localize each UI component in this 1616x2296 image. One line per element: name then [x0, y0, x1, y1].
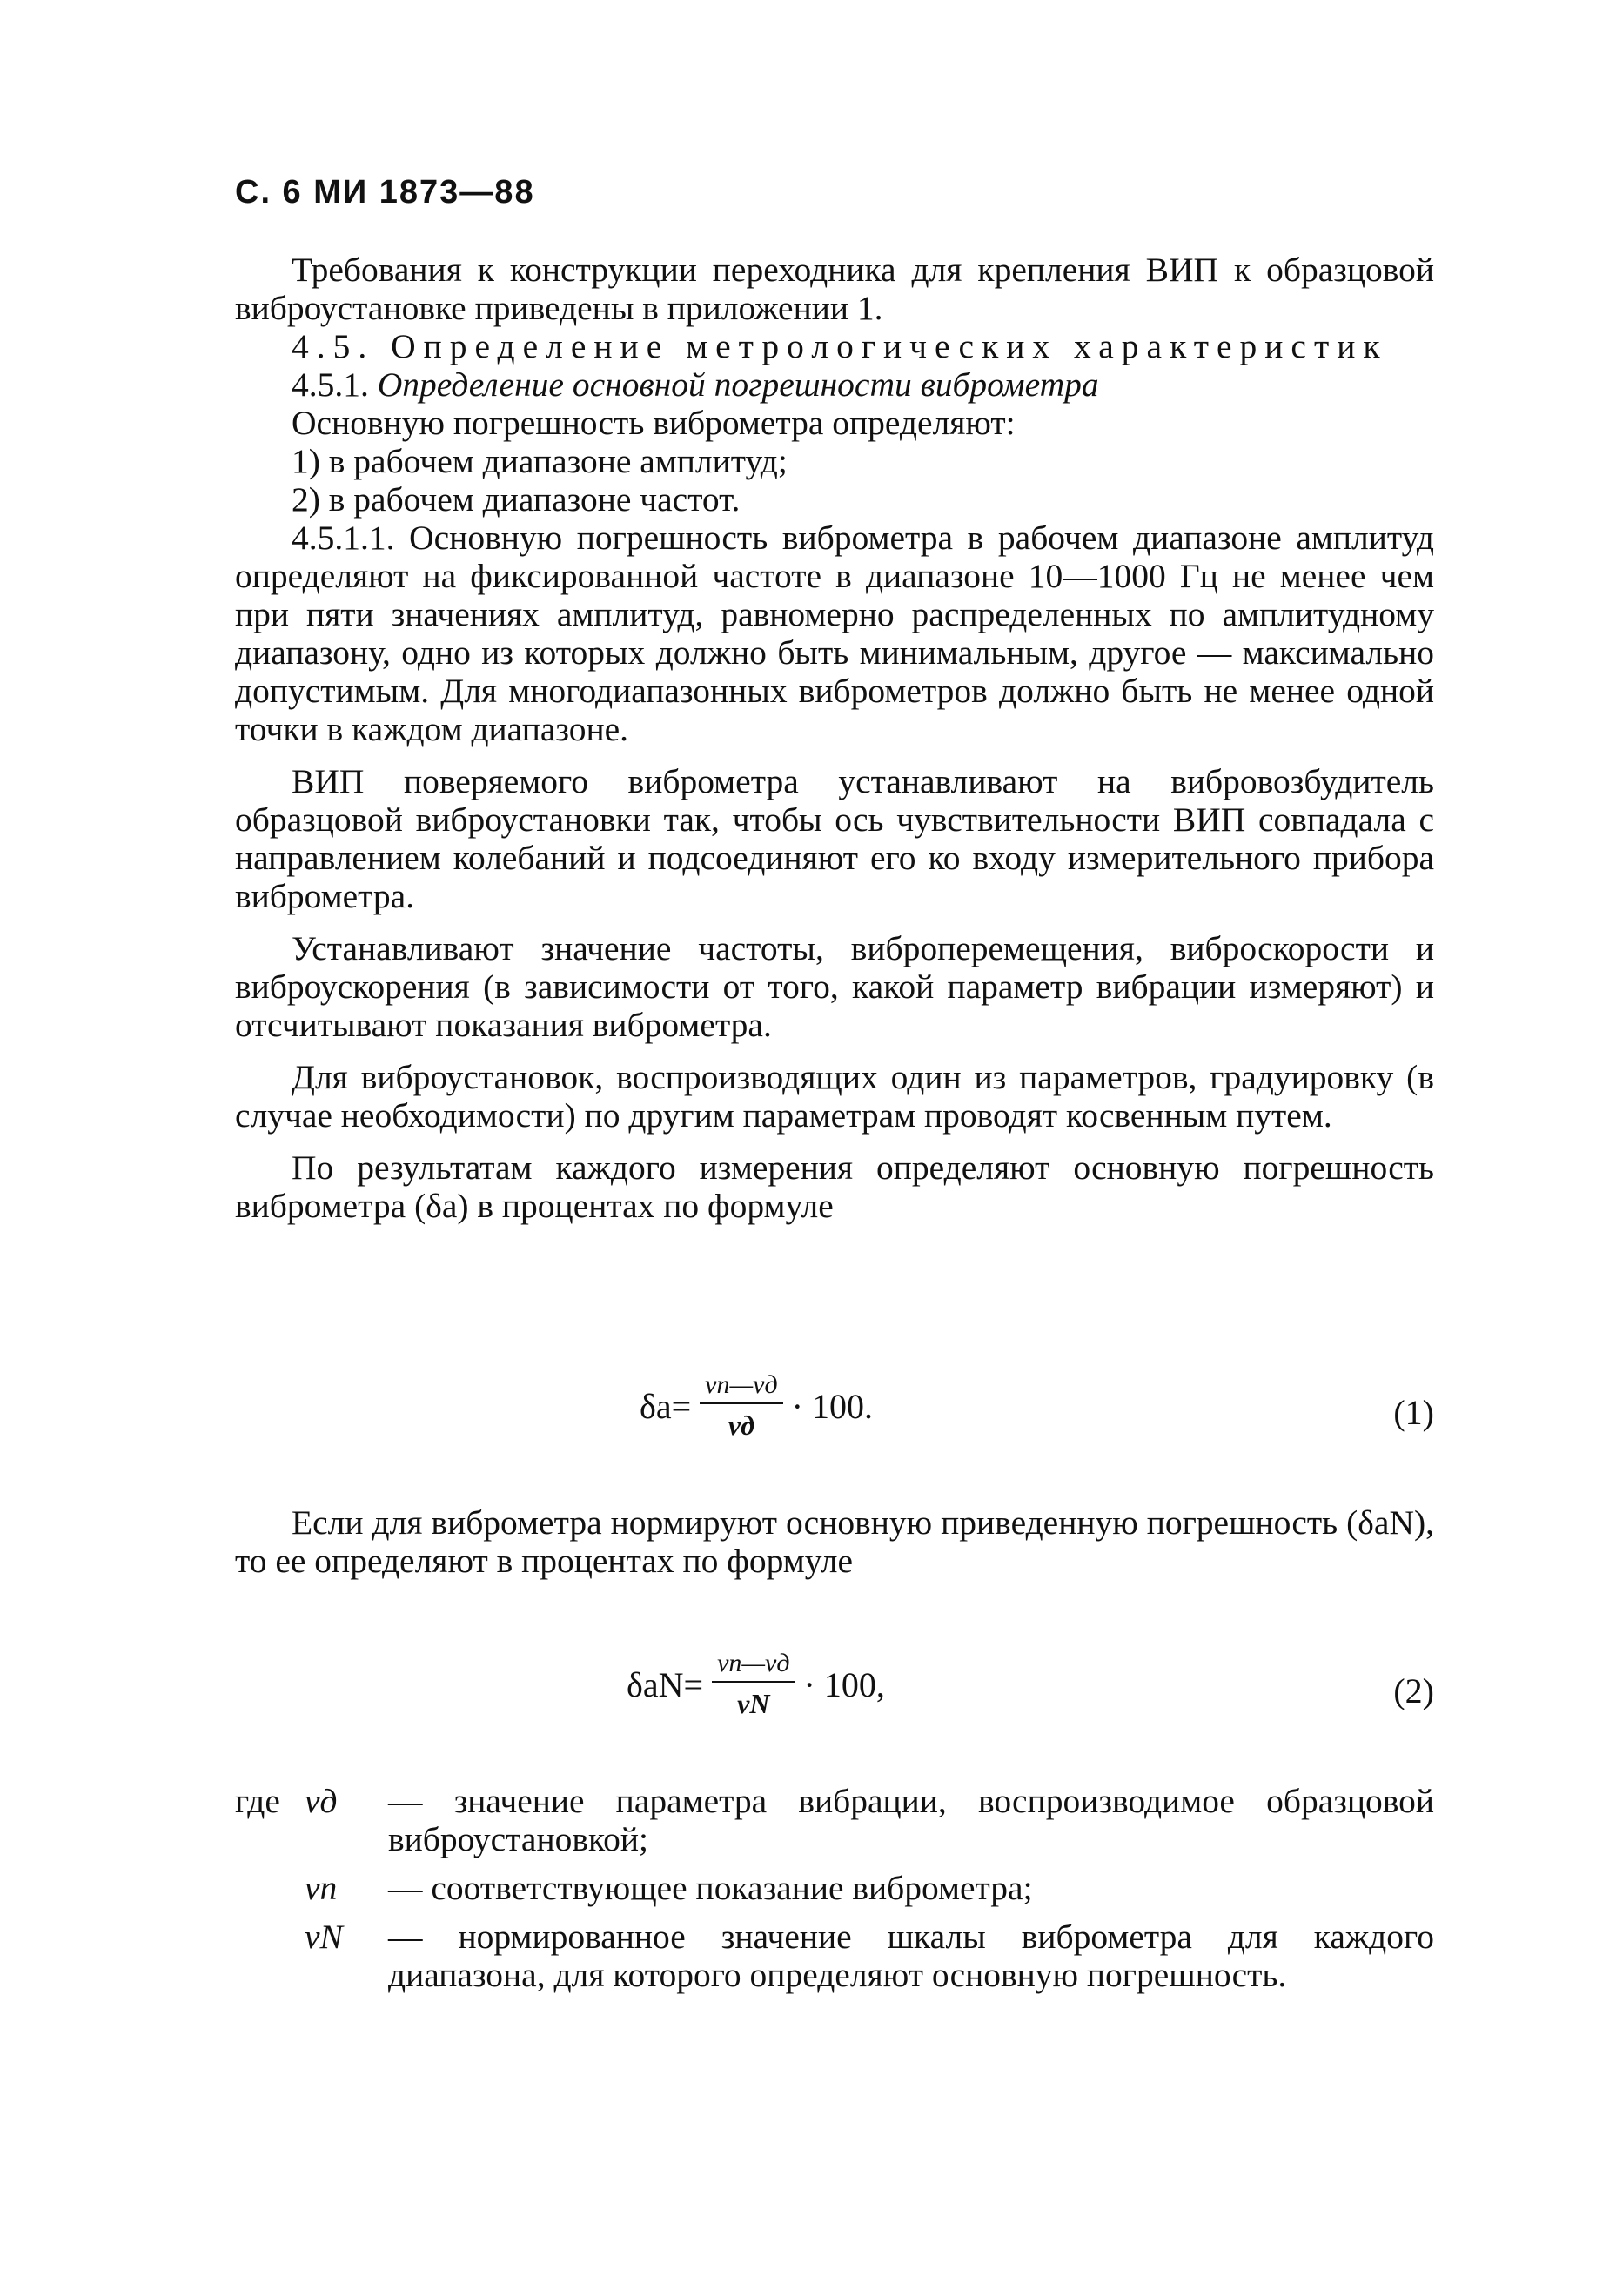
formula-lhs: δа	[640, 1386, 672, 1426]
definition-text: — нормированное значение шкалы виброметра для каждого диапазона, для которого определяют основную погрешность.	[388, 1918, 1434, 1994]
paragraph: Основную погрешность виброметра определяют:	[292, 404, 1016, 442]
definition-symbol: vN	[305, 1918, 343, 1956]
subsection-number: 4.5.1.	[292, 365, 369, 404]
definition-row	[235, 1869, 1434, 1907]
paragraph: Если для виброметра нормируют основную приведенную погрешность (δаN), то ее определяют в процентах по формуле	[235, 1503, 1434, 1580]
formula-2	[235, 1640, 1434, 1744]
paragraph: Требования к конструкции переходника для крепления ВИП к образцовой виброустановке приведены в приложении 1.	[235, 251, 1434, 327]
formula-tail: · 100.	[791, 1386, 873, 1426]
formula-fraction	[700, 1370, 782, 1442]
formula-number: (2)	[1393, 1671, 1434, 1710]
formula-lhs: δаN	[627, 1664, 684, 1704]
paragraph: Для виброустановок, воспроизводящих один из параметров, градуировку (в случае необходимости) по другим параметрам проводят косвенным путем.	[235, 1058, 1434, 1135]
subsection-title: Определение основной погрешности виброметра	[377, 365, 1099, 404]
paragraph: По результатам каждого измерения определяют основную погрешность виброметра (δа) в процентах по формуле	[235, 1148, 1434, 1225]
formula-equals: =	[671, 1386, 692, 1426]
paragraph: Устанавливают значение частоты, виброперемещения, виброскорости и виброускорения (в зависимости от того, какой параметр вибрации измеряют) и отсчитывают показания виброметра.	[235, 929, 1434, 1044]
definition-symbol: vд	[305, 1782, 338, 1820]
subsection-heading	[235, 365, 1434, 404]
definition-row	[235, 1782, 1434, 1858]
formula-numerator: vп—vд	[700, 1370, 782, 1404]
definition-text: — значение параметра вибрации, воспроизводимое образцовой виброустановкой;	[388, 1782, 1434, 1858]
formula-equals: =	[683, 1664, 704, 1704]
page-header: С. 6 МИ 1873—88	[235, 174, 535, 211]
formula-tail: · 100,	[803, 1664, 885, 1704]
definition-row	[235, 1918, 1434, 1994]
symbol-definitions	[235, 1782, 1434, 2005]
definition-lead: где	[235, 1782, 280, 1820]
paragraph: ВИП поверяемого виброметра устанавливают на вибровозбудитель образцовой виброустановки так, чтобы ось чувствительности ВИП совпадала с направлением колебаний и подсоединяют его ко входу измерительного прибора виброметра.	[235, 762, 1434, 915]
formula-denominator: vN	[737, 1688, 770, 1719]
formula-1	[235, 1362, 1434, 1466]
list-item: 1) в рабочем диапазоне амплитуд;	[292, 442, 788, 480]
paragraph: 4.5.1.1. Основную погрешность виброметра в рабочем диапазоне амплитуд определяют на фиксированной частоте в диапазоне 10—1000 Гц не менее чем при пяти значениях амплитуд, равномерно распределенных по амплитудному диапазону, одно из которых должно быть минимальным, другое — максимально допустимым. Для многодиапазонных виброметров должно быть не менее одной точки в каждом диапазоне.	[235, 519, 1434, 748]
definition-symbol: vп	[305, 1869, 338, 1907]
section-heading: 4.5. Определение метрологических характеристик	[292, 327, 1388, 365]
formula-denominator: vд	[728, 1409, 754, 1441]
document-body	[235, 251, 1434, 1225]
list-item: 2) в рабочем диапазоне частот.	[292, 480, 741, 519]
formula-number: (1)	[1393, 1393, 1434, 1432]
formula-numerator: vп—vд	[712, 1649, 795, 1683]
definition-text: — соответствующее показание виброметра;	[388, 1869, 1033, 1907]
formula-fraction	[712, 1649, 795, 1720]
document-body-continued	[235, 1503, 1434, 1580]
